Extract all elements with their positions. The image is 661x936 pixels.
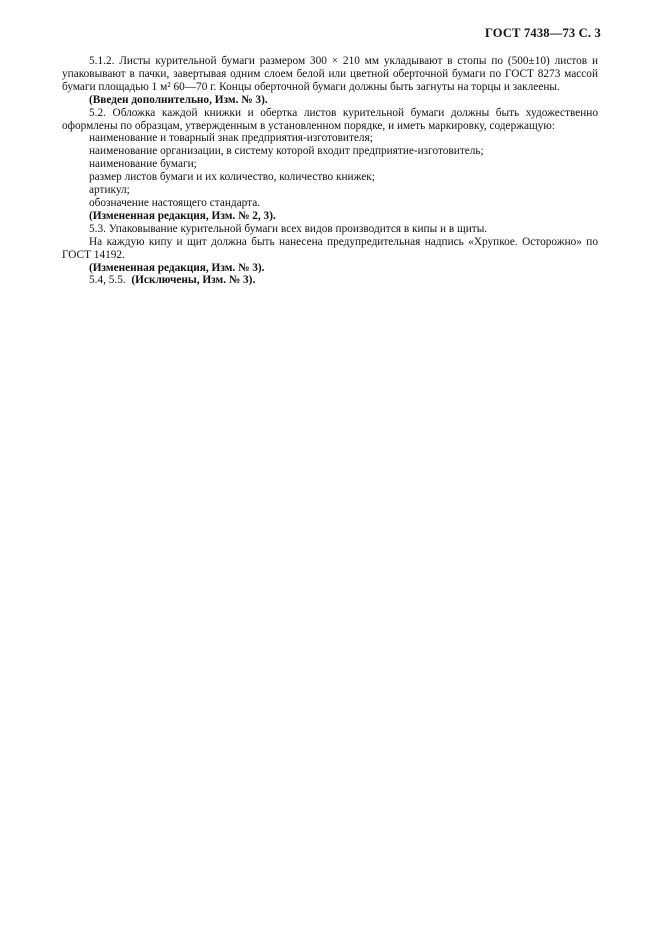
amendment-note: (Измененная редакция, Изм. № 3). [89, 261, 265, 274]
list-item: наименование и товарный знак предприятия-изготовителя; [89, 132, 373, 145]
section-number: 5.4, 5.5. [89, 274, 126, 287]
list-item: артикул; [89, 184, 130, 197]
amendment-note: (Введен дополнительно, Изм. № 3). [89, 93, 268, 106]
paragraph-5-2: 5.2. Обложка каждой книжки и обертка листов курительной бумаги должны быть художественно оформлены по образцам, утвержденным в установленном порядке, и иметь маркировку, содержащую: [62, 106, 598, 132]
document-body [62, 55, 598, 287]
paragraph-5-3-warning: На каждую кипу и щит должна быть нанесена предупредительная надпись «Хрупкое. Осторожно» по ГОСТ 14192. [62, 235, 598, 261]
list-item: обозначение настоящего стандарта. [89, 196, 261, 209]
paragraph-5-1-2: 5.1.2. Листы курительной бумаги размером 300 × 210 мм укладывают в стопы по (500±10) листов и упаковывают в пачки, завертывая одним слоем белой или цветной оберточной бумаги по ГОСТ 8273 массой бумаги площадью 1 м² 60—70 г. Концы оберточной бумаги должны быть загнуты на торцы и заклеены. [62, 55, 598, 93]
paragraph-5-3: 5.3. Упаковывание курительной бумаги всех видов производится в кипы и в щиты. [89, 222, 488, 235]
page-header: ГОСТ 7438—73 С. 3 [484, 26, 601, 40]
list-item: наименование бумаги; [89, 158, 197, 171]
paragraph-5-4-5-5 [62, 274, 598, 287]
amendment-note: (Измененная редакция, Изм. № 2, 3). [89, 209, 276, 222]
list-item: наименование организации, в систему которой входит предприятие-изготовитель; [89, 145, 484, 158]
excluded-note: (Исключены, Изм. № 3). [131, 274, 256, 287]
list-item: размер листов бумаги и их количество, количество книжек; [89, 171, 375, 184]
